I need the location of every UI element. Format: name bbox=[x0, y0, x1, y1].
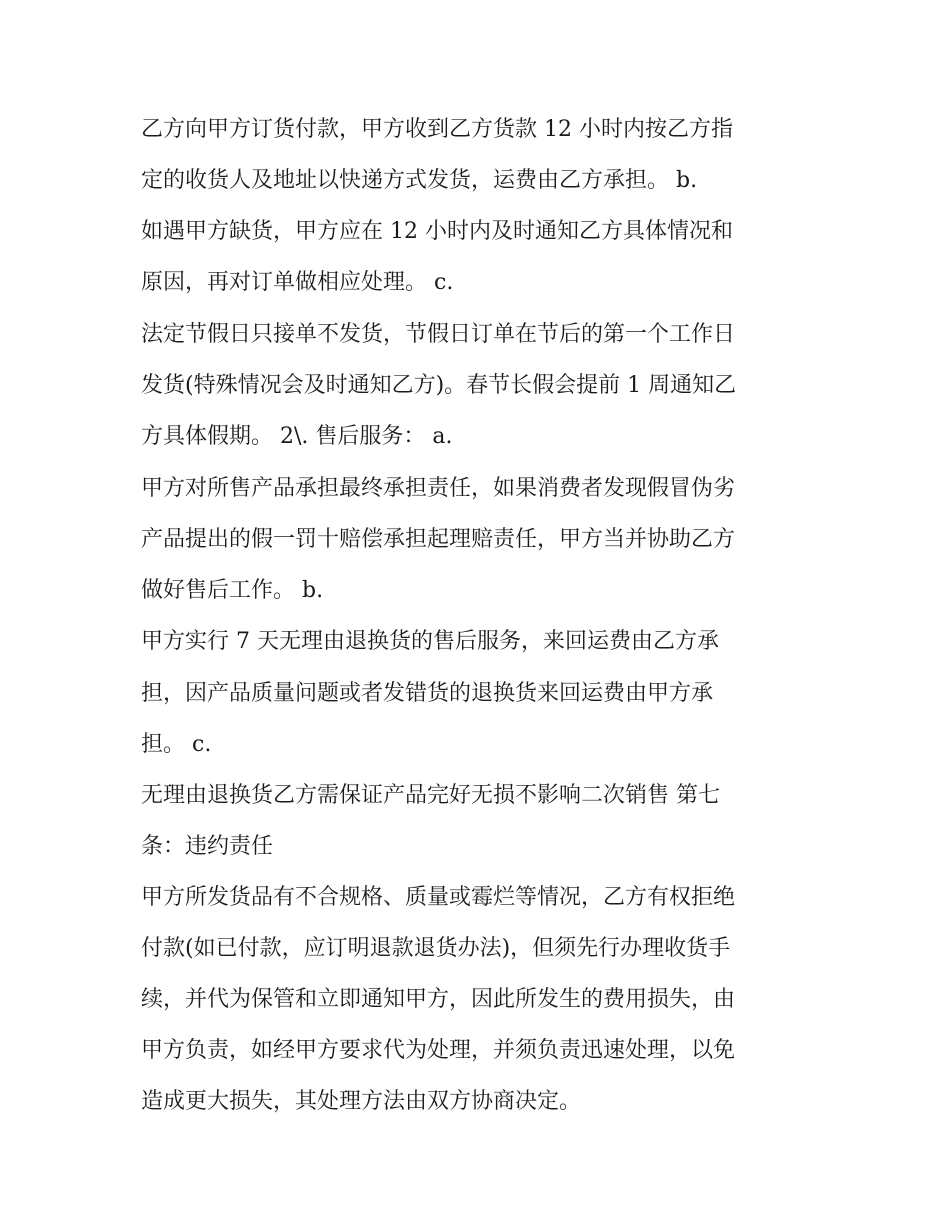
text-line: 无理由退换货乙方需保证产品完好无损不影响二次销售 第七 bbox=[141, 783, 720, 808]
text-line: 发货(特殊情况会及时通知乙方)。春节长假会提前 1 周通知乙 bbox=[141, 373, 737, 398]
text-line: 续，并代为保管和立即通知甲方，因此所发生的费用损失，由 bbox=[141, 987, 736, 1012]
text-line: 乙方向甲方订货付款，甲方收到乙方货款 12 小时内按乙方指 bbox=[141, 117, 733, 142]
text-line: 担，因产品质量问题或者发错货的退换货来回运费由甲方承 bbox=[141, 681, 714, 706]
text-line: 法定节假日只接单不发货，节假日订单在节后的第一个工作日 bbox=[141, 322, 736, 347]
text-line: 甲方负责，如经甲方要求代为处理，并须负责迅速处理，以免 bbox=[141, 1038, 736, 1063]
text-line: 做好售后工作。 b. bbox=[141, 578, 324, 603]
text-line: 担。 c. bbox=[141, 732, 212, 757]
text-line: 产品提出的假一罚十赔偿承担起理赔责任，甲方当并协助乙方 bbox=[141, 527, 736, 552]
text-line: 甲方对所售产品承担最终承担责任，如果消费者发现假冒伪劣 bbox=[141, 476, 736, 501]
text-line: 条：违约责任 bbox=[141, 834, 274, 859]
text-line: 定的收货人及地址以快递方式发货，运费由乙方承担。 b. bbox=[141, 168, 698, 193]
text-line: 原因，再对订单做相应处理。 c. bbox=[141, 270, 454, 295]
text-line: 付款(如已付款，应订明退款退货办法)，但须先行办理收货手 bbox=[141, 936, 731, 961]
text-line: 甲方所发货品有不合规格、质量或霉烂等情况，乙方有权拒绝 bbox=[141, 885, 736, 910]
text-line: 方具体假期。 2\. 售后服务： a. bbox=[141, 424, 453, 449]
text-line: 造成更大损失，其处理方法由双方协商决定。 bbox=[141, 1089, 582, 1114]
text-line: 如遇甲方缺货，甲方应在 12 小时内及时通知乙方具体情况和 bbox=[141, 219, 733, 244]
text-line: 甲方实行 7 天无理由退换货的售后服务，来回运费由乙方承 bbox=[141, 629, 719, 654]
contract-text bbox=[141, 108, 831, 1131]
